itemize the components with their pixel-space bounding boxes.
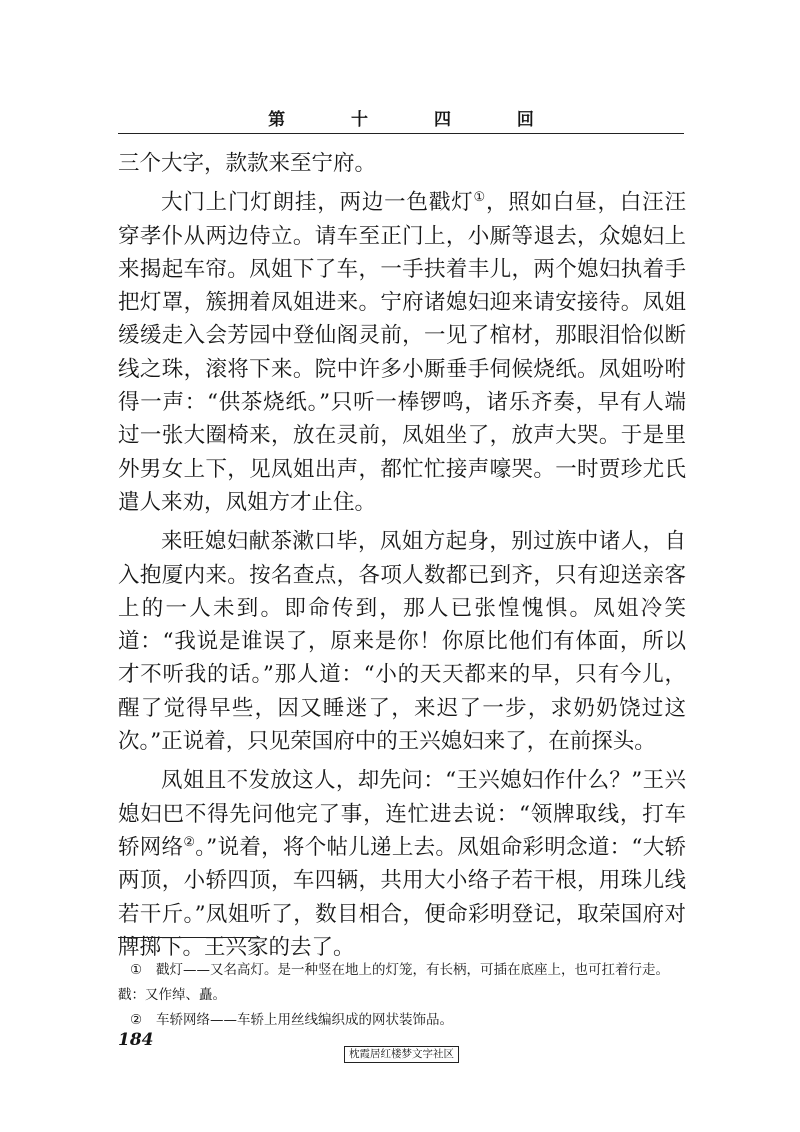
footnote-ref-2[interactable]: ②: [183, 834, 196, 850]
paragraph-2-part-1: 大门上门灯朗挂，两边一色戳灯: [161, 190, 474, 216]
footnote-1: [118, 958, 684, 1008]
footnote-2-mark: ②: [130, 1012, 143, 1028]
paragraph-2: [118, 186, 686, 519]
chapter-title: 第 十 四 回: [268, 110, 564, 130]
header-rule: [118, 133, 684, 134]
paragraph-4: [118, 764, 686, 964]
paragraph-1: 三个大字，款款来至宁府。: [118, 151, 377, 176]
paragraph-3: 来旺媳妇献茶漱口毕，凤姐方起身，别过族中诸人，自入抱厦内来。按名查点，各项人数都已到齐，只有迎送亲客上的一人未到。即命传到，那人已张惶愧惧。凤姐冷笑道：“我说是谁误了，原来是你！你原比他们有体面，所以才不听我的话。”那人道：“小的天天都来的早，只有今儿，醒了觉得早些，因又睡迷了，来迟了一步，求奶奶饶过这次。”正说着，只见荣国府中的王兴媳妇来了，在前探头。: [118, 529, 686, 755]
page-number: 184: [118, 1030, 154, 1050]
footnote-ref-1[interactable]: ①: [473, 190, 486, 206]
body-text: [118, 147, 686, 964]
footnote-2: [118, 1008, 684, 1033]
footnote-2-text: 车轿网络——车轿上用丝线编织成的网状装饰品。: [156, 1012, 453, 1028]
paragraph-4-part-1: 凤姐且不发放这人，却先问：“王兴媳妇作什么？”王兴媳妇巴不得先问他完了事，连忙进去说：“领牌取线，打车轿网络: [118, 768, 686, 860]
footnote-1-mark: ①: [130, 962, 143, 978]
footnote-rule: [118, 937, 260, 938]
footnote-1-text: 戳灯——又名高灯。是一种竖在地上的灯笼，有长柄，可插在底座上，也可扛着行走。戳：又作绰、矗。: [118, 962, 669, 1003]
page-header: [118, 96, 684, 134]
footnotes: [118, 958, 684, 1033]
paragraph-2-part-2: ，照如白昼，白汪汪穿孝仆从两边侍立。请车至正门上，小厮等退去，众媳妇上来揭起车帘。凤姐下了车，一手扶着丰儿，两个媳妇执着手把灯罩，簇拥着凤姐进来。宁府诸媳妇迎来请安接待。凤姐缓缓走入会芳园中登仙阁灵前，一见了棺材，那眼泪恰似断线之珠，滚将下来。院中许多小厮垂手伺候烧纸。凤姐吩咐得一声：“供茶烧纸。”只听一棒锣鸣，诸乐齐奏，早有人端过一张大圈椅来，放在灵前，凤姐坐了，放声大哭。于是里外男女上下，见凤姐出声，都忙忙接声嚎哭。一时贾珍尤氏遣人来劝，凤姐方才止住。: [118, 190, 686, 515]
paragraph-4-part-2: 。”说着，将个帖儿递上去。凤姐命彩明念道：“大轿两顶，小轿四顶，车四辆，共用大小络子若干根，用珠儿线若干斤。”凤姐听了，数目相合，便命彩明登记，取荣国府对牌掷下。王兴家的去了。: [118, 834, 686, 960]
source-stamp: 枕霞居红楼梦文字社区: [344, 1046, 459, 1063]
